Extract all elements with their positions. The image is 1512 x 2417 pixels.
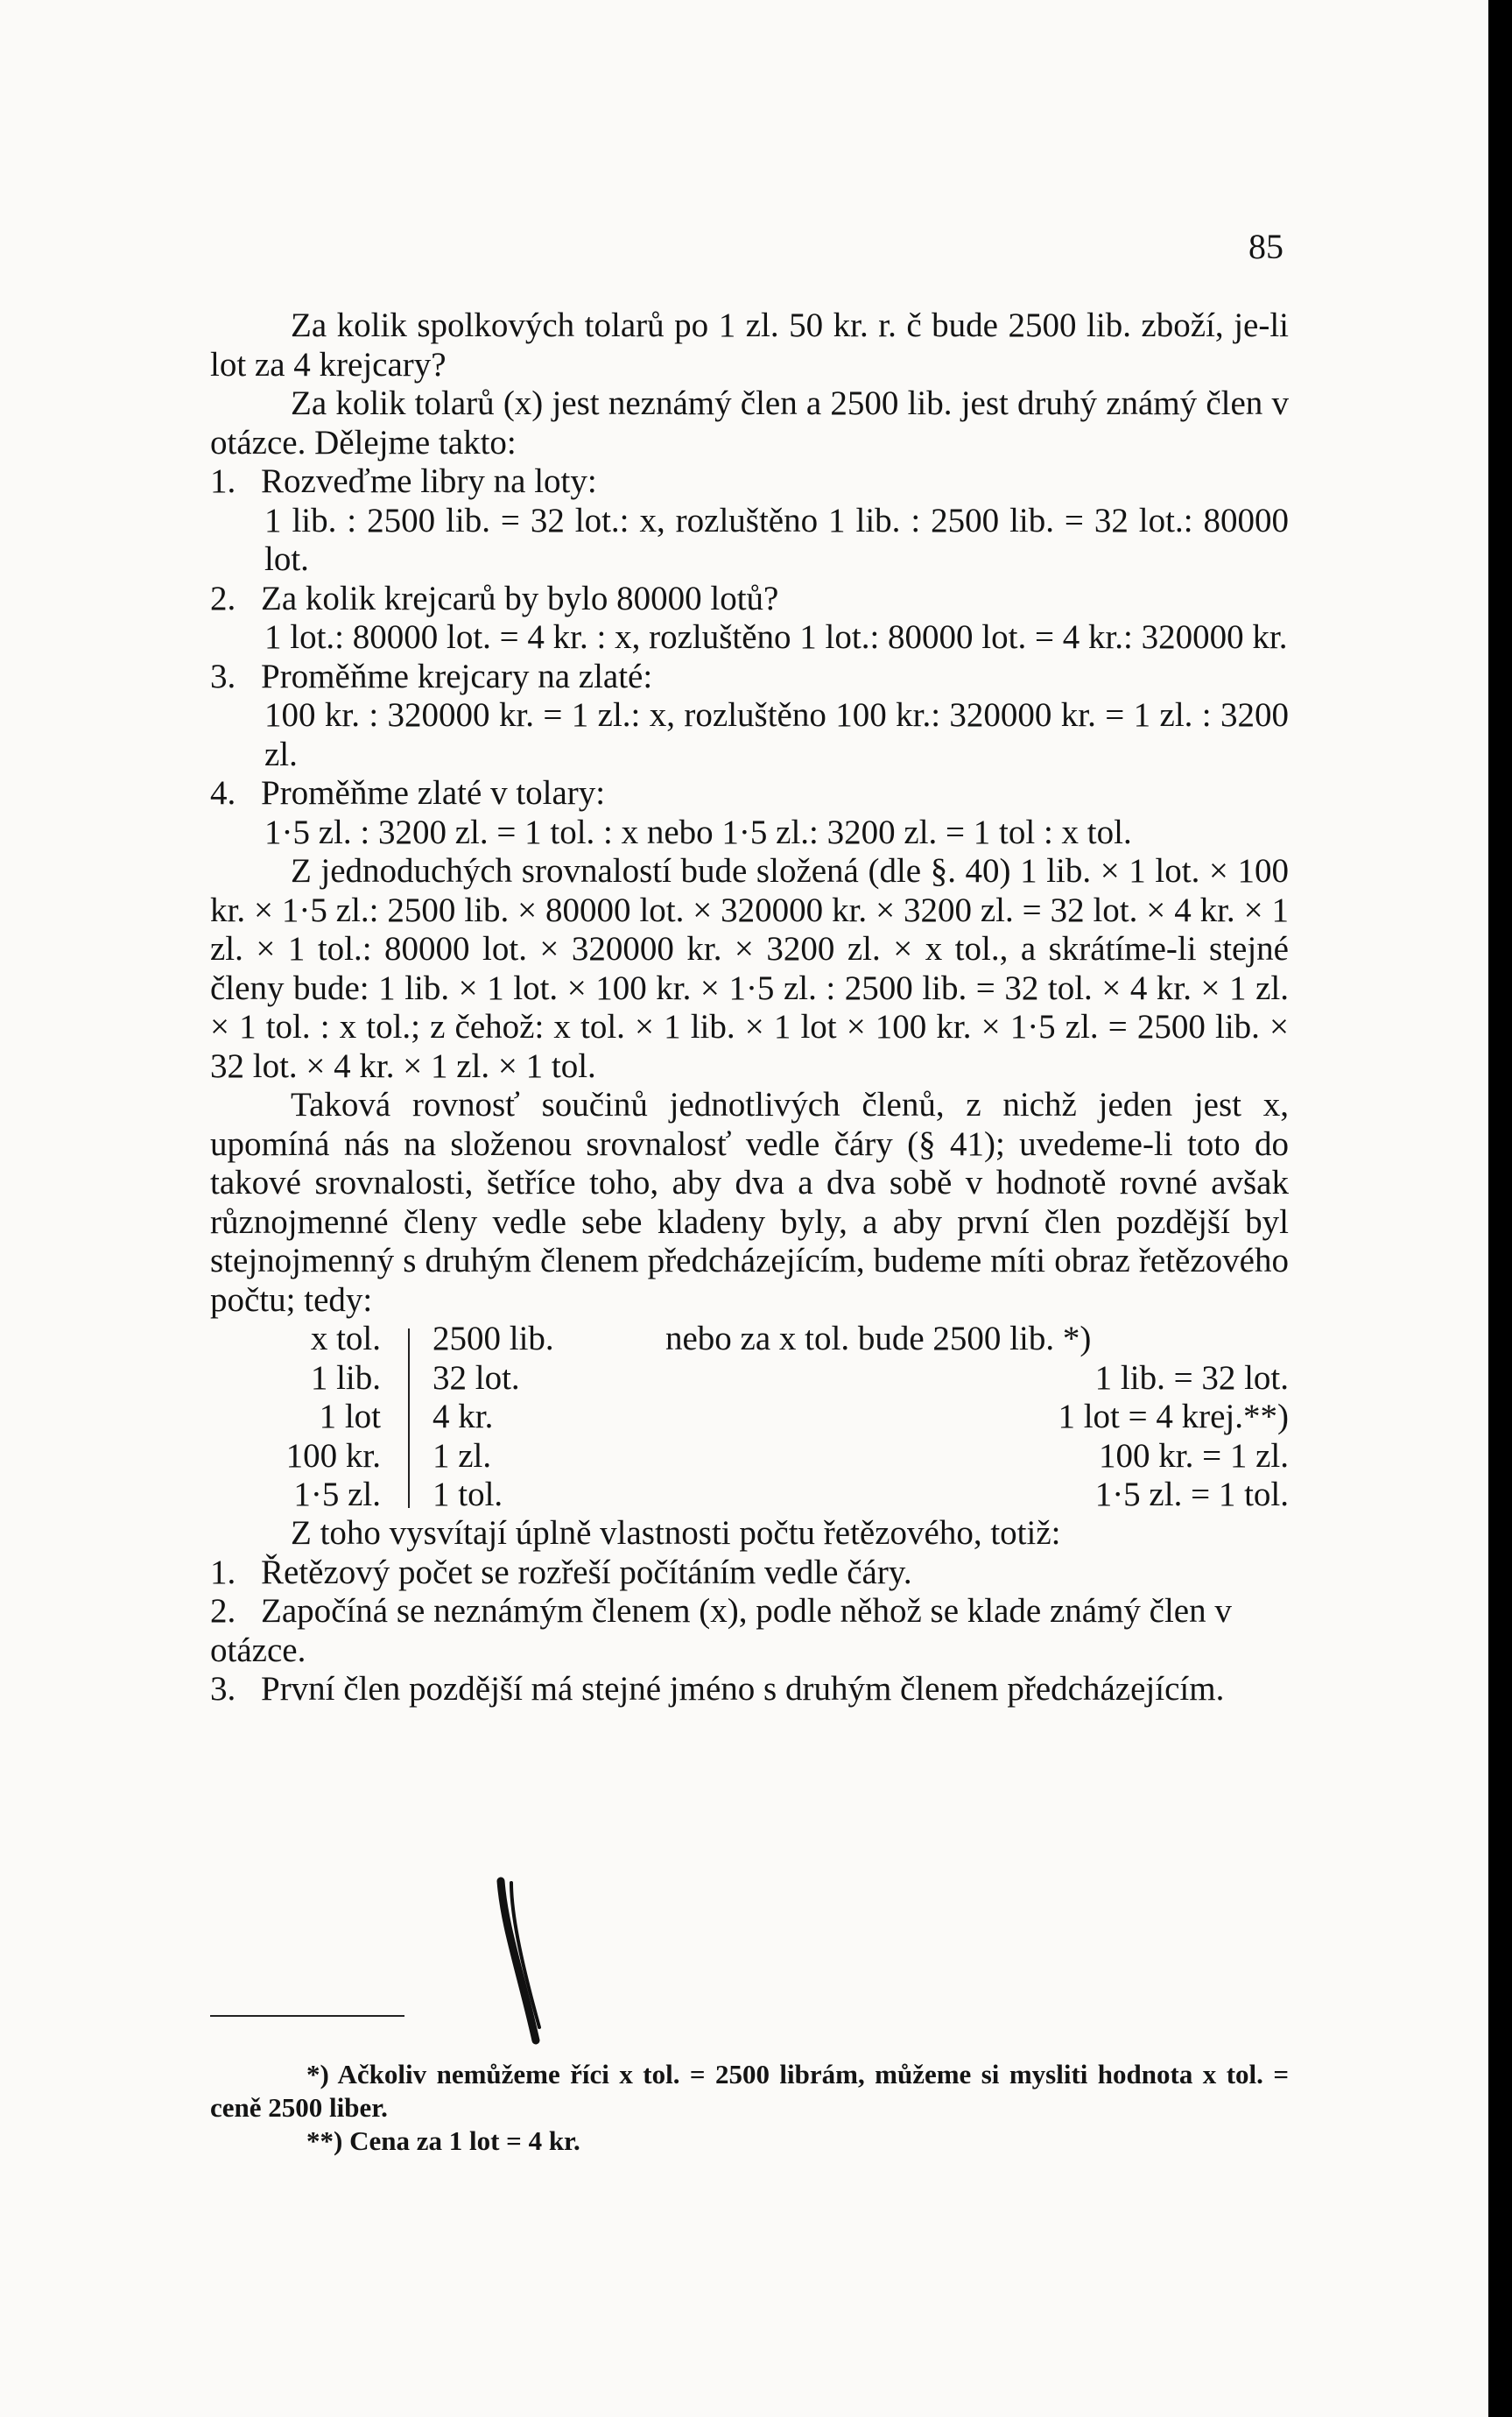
step-1-body: 1 lib. : 2500 lib. = 32 lot.: x, rozluštěno 1 lib. : 2500 lib. = 32 lot.: 80000 lot.	[264, 501, 1289, 578]
footnote-separator	[210, 2015, 404, 2017]
step-text: Rozveďme libry na loty:	[261, 462, 597, 500]
step-1-heading	[210, 462, 1289, 502]
chain-left-cell: 1 lot	[319, 1398, 381, 1435]
chain-middle-column	[433, 1320, 554, 1515]
step-text: Proměňme zlaté v tolary:	[261, 774, 606, 812]
chain-divider-line	[408, 1328, 410, 1508]
chain-middle-cell: 2500 lib.	[433, 1320, 554, 1357]
property-text: Započíná se neznámým členem (x), podle něhož se klade známý člen v otázce.	[210, 1592, 1232, 1669]
property-3	[210, 1670, 1289, 1709]
compound-proportion-paragraph: Z jednoduchých srovnalostí bude složená (dle §. 40) 1 lib. × 1 lot. × 100 kr. × 1·5 zl.: 2500 lib. × 80000 lot. × 320000 kr. × 3200 zl. = 32 lot. × 4 kr. × 1 zl. × 1 tol.: 80000 lot. × 320000 kr. × 3200 zl. × x tol., a skrátíme-li stejné členy bude: 1 lib. × 1 lot. × 100 kr. × 1·5 zl. : 2500 lib. = 32 tol. × 4 kr. × 1 zl. × 1 tol. : x tol.; z čehož: x tol. × 1 lib. × 1 lot × 100 kr. × 1·5 zl. = 2500 lib. × 32 lot. × 4 kr. × 1 zl. × 1 tol.	[210, 852, 1289, 1085]
chain-rule-paragraph: Taková rovnosť součinů jednotlivých členů, z nichž jeden jest x, upomíná nás na složenou srovnalosť vedle čáry (§ 41); uvedeme-li toto do takové srovnalosti, šetříce toho, aby dva a dva sobě v hodnotě rovné avšak různojmenné členy vedle sebe kladeny byly, a aby první člen pozdější byl stejnojmenný s druhým členem předcházejícím, budeme míti obraz řetězového počtu; tedy:	[210, 1086, 1289, 1319]
page-number: 85	[1248, 227, 1283, 266]
property-number: 3.	[210, 1670, 236, 1708]
properties-intro: Z toho vysvítají úplně vlastnosti počtu řetězového, totiž:	[291, 1514, 1061, 1552]
step-number: 2.	[210, 579, 236, 617]
chain-left-cell: x tol.	[310, 1320, 381, 1357]
footnote-1: *) Ačkoliv nemůžeme říci x tol. = 2500 librám, můžeme si mysliti hodnota x tol. = ceně 2500 liber.	[210, 2059, 1289, 2123]
property-text: První člen pozdější má stejné jméno s druhým členem předcházejícím.	[261, 1670, 1225, 1708]
property-1	[210, 1554, 1289, 1593]
chain-middle-cell: 32 lot.	[433, 1358, 520, 1397]
pen-stroke-mark	[485, 1874, 555, 2049]
step-number: 3.	[210, 657, 236, 695]
step-2-body: 1 lot.: 80000 lot. = 4 kr. : x, rozluštěno 1 lot.: 80000 lot. = 4 kr.: 320000 kr.	[264, 618, 1288, 656]
chain-right-cell: 1 lib. = 32 lot.	[1094, 1358, 1289, 1397]
property-text: Řetězový počet se rozřeší počítáním vedle čáry.	[261, 1553, 912, 1591]
property-number: 1.	[210, 1553, 236, 1591]
step-4-heading	[210, 774, 1289, 814]
chain-right-cell: 100 kr. = 1 zl.	[1099, 1436, 1289, 1475]
chain-right-cell: nebo za x tol. bude 2500 lib. *)	[665, 1320, 1092, 1357]
chain-left-cell: 1·5 zl.	[293, 1476, 381, 1513]
step-3-heading	[210, 658, 1289, 697]
property-2	[210, 1592, 1289, 1670]
chain-middle-cell: 1 tol.	[433, 1476, 503, 1513]
chain-middle-cell: 4 kr.	[433, 1398, 494, 1435]
chain-right-cell: 1·5 zl. = 1 tol.	[1094, 1476, 1289, 1513]
step-text: Za kolik krejcarů by bylo 80000 lotů?	[261, 579, 779, 617]
footnotes	[210, 2058, 1289, 2158]
step-text: Proměňme krejcary na zlaté:	[261, 657, 653, 695]
intro-paragraph: Za kolik tolarů (x) jest neznámý člen a 2500 lib. jest druhý známý člen v otázce. Dělejme takto:	[210, 384, 1289, 462]
step-4-body: 1·5 zl. : 3200 zl. = 1 tol. : x nebo 1·5 zl.: 3200 zl. = 1 tol : x tol.	[264, 813, 1132, 851]
step-number: 4.	[210, 774, 236, 812]
chain-left-cell: 100 kr.	[285, 1436, 381, 1475]
main-text	[210, 307, 1289, 1709]
chain-right-column	[665, 1320, 1289, 1515]
chain-right-cell: 1 lot = 4 krej.**)	[1058, 1398, 1289, 1435]
chain-left-column	[245, 1320, 381, 1515]
step-2-heading	[210, 580, 1289, 619]
footnote-2: **) Cena za 1 lot = 4 kr.	[306, 2125, 580, 2156]
chain-middle-cell: 1 zl.	[433, 1436, 492, 1475]
step-number: 1.	[210, 462, 236, 500]
chain-scheme	[210, 1320, 1289, 1514]
step-3-body: 100 kr. : 320000 kr. = 1 zl.: x, rozluštěno 100 kr.: 320000 kr. = 1 zl. : 3200 zl.	[264, 696, 1289, 773]
chain-left-cell: 1 lib.	[310, 1358, 381, 1397]
question-paragraph: Za kolik spolkových tolarů po 1 zl. 50 kr. r. č bude 2500 lib. zboží, je-li lot za 4 krejcary?	[210, 307, 1289, 384]
property-number: 2.	[210, 1592, 236, 1630]
